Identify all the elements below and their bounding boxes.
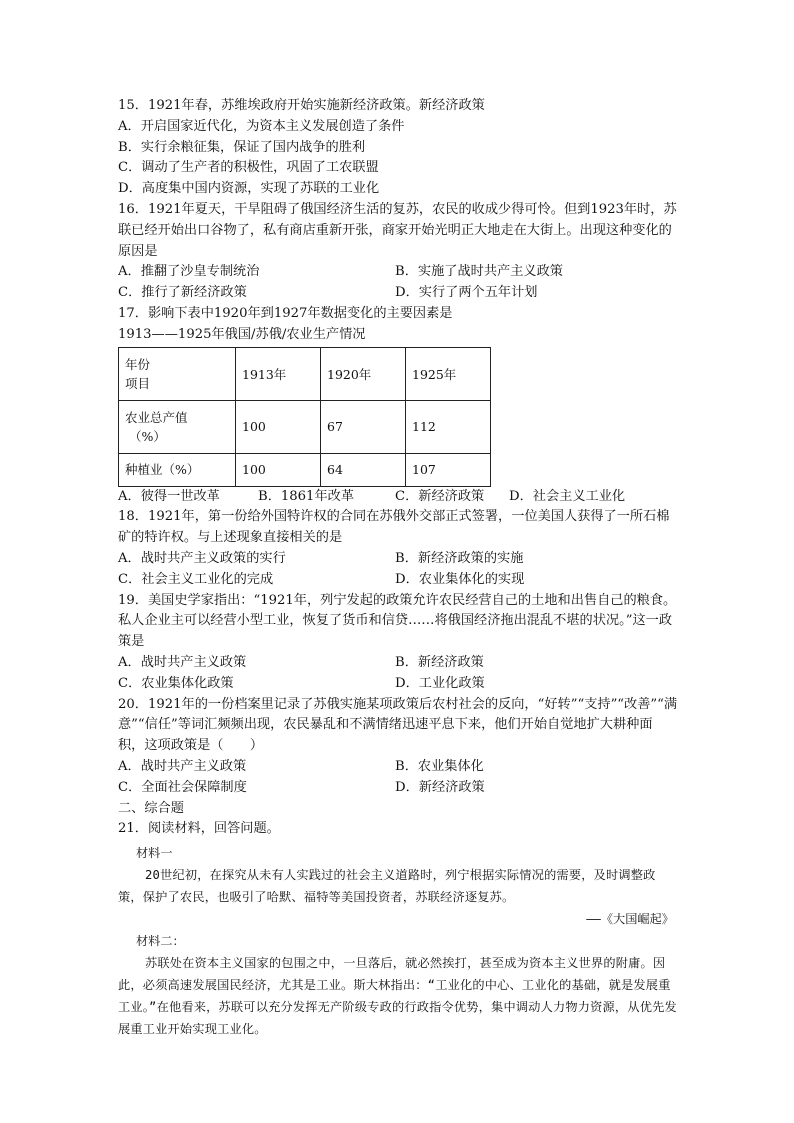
table-cell: 67 xyxy=(321,400,406,453)
corner-item-label: 项目 xyxy=(125,375,151,391)
table-caption: 1913——1925年俄国/苏俄/农业生产情况 xyxy=(118,326,366,342)
row-label: 农业总产值 xyxy=(125,409,188,425)
question-18-stem: 18．1921年，第一份给外国特许权的合同在苏俄外交部正式签署，一位美国人获得了一所石棉矿的特许权。与上述现象直接相关的是 xyxy=(118,509,670,546)
table-cell: 100 xyxy=(236,400,321,453)
table-cell: 100 xyxy=(236,453,321,486)
table-cell: 112 xyxy=(406,400,491,453)
corner-year-label: 年份 xyxy=(125,356,151,372)
q16-option-c: C．推行了新经济政策 xyxy=(118,285,247,301)
q17-option-d: D．社会主义工业化 xyxy=(509,488,626,504)
row-label-cell xyxy=(119,453,236,486)
material-block xyxy=(118,842,678,1040)
question-21-stem: 21．阅读材料，回答问题。 xyxy=(118,821,280,837)
question-18 xyxy=(118,507,678,590)
q20-option-c: C．全面社会保障制度 xyxy=(118,779,247,795)
question-17-stem: 17．影响下表中1920年到1927年数据变化的主要因素是 xyxy=(118,305,453,321)
question-17 xyxy=(118,304,678,507)
material-1-text: 20世纪初，在探究从未有人实践过的社会主义道路时，列宁根据实际情况的需要，及时调整政策，保护了农民，也吸引了哈默、福特等美国投资者，苏联经济逐复苏。 xyxy=(118,868,656,905)
q15-option-d: D．高度集中国内资源，实现了苏联的工业化 xyxy=(118,181,380,197)
q15-option-c: C．调动了生产者的积极性，巩固了工农联盟 xyxy=(118,160,379,176)
q19-option-a: A．战时共产主义政策 xyxy=(118,654,247,670)
q17-option-a: A．彼得一世改革 xyxy=(118,488,220,504)
q19-option-c: C．农业集体化政策 xyxy=(118,675,234,691)
q19-option-b: B．新经济政策 xyxy=(395,654,484,670)
q15-option-b: B．实行余粮征集，保证了国内战争的胜利 xyxy=(118,139,366,155)
material-1-source: ——《大国崛起》 xyxy=(586,912,674,927)
question-19 xyxy=(118,591,678,695)
year-header-1925: 1925年 xyxy=(406,347,491,400)
question-16 xyxy=(118,200,678,304)
row-label-unit: （%） xyxy=(129,428,166,444)
question-19-stem: 19．美国史学家指出：“1921年，列宁发起的政策允许农民经营自己的土地和出售自己的粮食。私人企业主可以经营小型工业，恢复了货币和信贷……将俄国经济拖出混乱不堪的状况。”这一政策是 xyxy=(118,592,677,650)
exam-page xyxy=(118,96,678,1040)
year-header-1913: 1913年 xyxy=(236,347,321,400)
question-20 xyxy=(118,695,678,799)
material-1-title: 材料一 xyxy=(136,846,173,861)
agriculture-table xyxy=(118,347,491,487)
q17-option-c: C．新经济政策 xyxy=(395,488,485,504)
q19-options-row-1 xyxy=(118,653,678,674)
q16-option-b: B．实施了战时共产主义政策 xyxy=(395,264,563,280)
q20-options-row-1 xyxy=(118,757,678,778)
q18-option-c: C．社会主义工业化的完成 xyxy=(118,571,274,587)
q18-option-b: B．新经济政策的实施 xyxy=(395,550,524,566)
q16-option-a: A．推翻了沙皇专制统治 xyxy=(118,264,260,280)
question-20-stem: 20．1921年的一份档案里记录了苏俄实施某项政策后农村社会的反向，“好转”“支持”“改善”“满意”“信任”等词汇频频出现，农民暴乱和不满情绪迅速平息下来，他们开始自觉地扩大耕种面积，这项政策是（ ） xyxy=(118,696,678,754)
q16-options-row-1 xyxy=(118,262,678,283)
row-label-cell xyxy=(119,400,236,453)
q20-option-a: A．战时共产主义政策 xyxy=(118,758,247,774)
section-heading: 二、综合题 xyxy=(118,800,184,816)
q20-option-d: D．新经济政策 xyxy=(395,779,485,795)
q16-options-row-2 xyxy=(118,283,678,304)
table-row xyxy=(119,400,491,453)
q15-option-a: A．开启国家近代化，为资本主义发展创造了条件 xyxy=(118,118,405,134)
q19-option-d: D．工业化政策 xyxy=(395,675,485,691)
q18-option-d: D．农业集体化的实现 xyxy=(395,571,525,587)
table-row xyxy=(119,453,491,486)
q17-option-b: B．1861年改革 xyxy=(258,488,355,504)
table-cell: 107 xyxy=(406,453,491,486)
table-header-row xyxy=(119,347,491,400)
q17-options-row xyxy=(118,487,678,508)
table-corner-cell xyxy=(119,347,236,400)
q18-options-row-1 xyxy=(118,549,678,570)
q19-options-row-2 xyxy=(118,674,678,695)
material-2-text: 苏联处在资本主义国家的包围之中，一旦落后，就必然挨打，甚至成为资本主义世界的附庸。因此，必须高速发展国民经济，尤其是工业。斯大林指出：“工业化的中心、工业化的基础，就是发展重工业。”在他看来，苏联可以充分发挥无产阶级专政的行政指令优势，集中调动人力物力资源，从优先发展重工业开始实现工业化。 xyxy=(118,956,677,1037)
material-2-title: 材料二： xyxy=(136,934,185,949)
year-header-1920: 1920年 xyxy=(321,347,406,400)
q18-options-row-2 xyxy=(118,570,678,591)
question-15 xyxy=(118,96,678,200)
question-15-stem: 15．1921年春，苏维埃政府开始实施新经济政策。新经济政策 xyxy=(118,98,485,113)
q20-option-b: B．农业集体化 xyxy=(395,758,484,774)
question-21 xyxy=(118,819,678,1040)
q16-option-d: D．实行了两个五年计划 xyxy=(395,285,538,301)
row-label: 种植业（%） xyxy=(125,462,200,478)
q20-options-row-2 xyxy=(118,778,678,799)
question-16-stem: 16．1921年夏天，干旱阻碍了俄国经济生活的复苏，农民的收成少得可怜。但到1923年时，苏联已经开始出口谷物了，私有商店重新开张，商家开始光明正大地走在大街上。出现这种变化的原因是 xyxy=(118,201,677,259)
table-cell: 64 xyxy=(321,453,406,486)
q18-option-a: A．战时共产主义政策的实行 xyxy=(118,550,286,566)
